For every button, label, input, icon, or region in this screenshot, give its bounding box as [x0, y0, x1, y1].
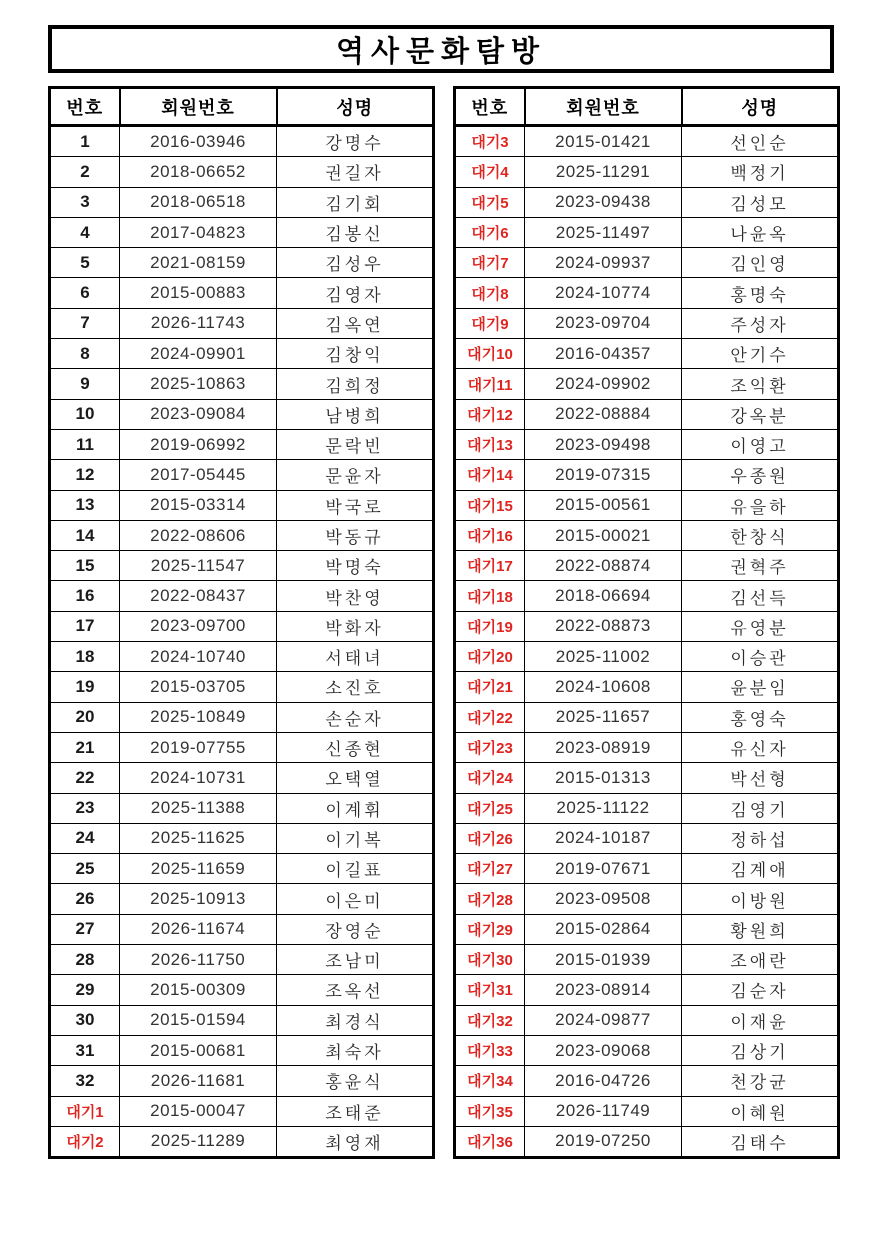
table-row: [50, 854, 434, 884]
table-row: [455, 248, 839, 278]
row-number-cell-waitlist: 대기8: [455, 278, 525, 308]
member-number-cell: 2023-09084: [120, 399, 277, 429]
roster-table-right-body: [455, 126, 839, 1158]
row-number-cell: 26: [50, 884, 120, 914]
name-cell: 황원희: [682, 914, 839, 944]
row-number-cell-waitlist: 대기18: [455, 581, 525, 611]
member-number-cell: 2015-01594: [120, 1005, 277, 1035]
tables-container: [48, 86, 834, 1159]
table-row: [455, 278, 839, 308]
row-number-cell-waitlist: 대기25: [455, 793, 525, 823]
name-cell: 김상기: [682, 1035, 839, 1065]
table-row: [455, 490, 839, 520]
row-number-cell-waitlist: 대기13: [455, 429, 525, 459]
row-number-cell-waitlist: 대기1: [50, 1096, 120, 1126]
row-number-cell-waitlist: 대기5: [455, 187, 525, 217]
name-cell: 김영자: [277, 278, 434, 308]
table-row: [455, 914, 839, 944]
member-number-cell: 2017-04823: [120, 217, 277, 247]
row-number-cell: 6: [50, 278, 120, 308]
column-header-no: 번호: [50, 88, 120, 126]
row-number-cell: 31: [50, 1035, 120, 1065]
table-row: [455, 611, 839, 641]
table-row: [50, 1005, 434, 1035]
table-row: [50, 460, 434, 490]
table-row: [50, 672, 434, 702]
name-cell: 박찬영: [277, 581, 434, 611]
member-number-cell: 2016-04357: [525, 339, 682, 369]
member-number-cell: 2024-10774: [525, 278, 682, 308]
name-cell: 최숙자: [277, 1035, 434, 1065]
name-cell: 남병희: [277, 399, 434, 429]
name-cell: 김인영: [682, 248, 839, 278]
row-number-cell-waitlist: 대기14: [455, 460, 525, 490]
table-row: [455, 399, 839, 429]
table-row: [455, 702, 839, 732]
name-cell: 한창식: [682, 520, 839, 550]
name-cell: 선인순: [682, 126, 839, 157]
member-number-cell: 2015-00021: [525, 520, 682, 550]
row-number-cell: 14: [50, 520, 120, 550]
member-number-cell: 2023-09068: [525, 1035, 682, 1065]
member-number-cell: 2015-03314: [120, 490, 277, 520]
table-row: [50, 157, 434, 187]
row-number-cell-waitlist: 대기12: [455, 399, 525, 429]
member-number-cell: 2017-05445: [120, 460, 277, 490]
table-row: [50, 732, 434, 762]
table-row: [50, 551, 434, 581]
row-number-cell-waitlist: 대기26: [455, 823, 525, 853]
table-row: [50, 278, 434, 308]
row-number-cell-waitlist: 대기6: [455, 217, 525, 247]
row-number-cell-waitlist: 대기30: [455, 945, 525, 975]
member-number-cell: 2015-00047: [120, 1096, 277, 1126]
row-number-cell-waitlist: 대기29: [455, 914, 525, 944]
row-number-cell: 22: [50, 763, 120, 793]
member-number-cell: 2026-11750: [120, 945, 277, 975]
row-number-cell-waitlist: 대기23: [455, 732, 525, 762]
name-cell: 홍명숙: [682, 278, 839, 308]
table-row: [50, 490, 434, 520]
name-cell: 김성우: [277, 248, 434, 278]
name-cell: 김성모: [682, 187, 839, 217]
name-cell: 박화자: [277, 611, 434, 641]
name-cell: 소진호: [277, 672, 434, 702]
name-cell: 최경식: [277, 1005, 434, 1035]
roster-table-right: [453, 86, 840, 1159]
name-cell: 안기수: [682, 339, 839, 369]
member-number-cell: 2026-11749: [525, 1096, 682, 1126]
name-cell: 신종현: [277, 732, 434, 762]
member-number-cell: 2023-09508: [525, 884, 682, 914]
member-number-cell: 2015-01313: [525, 763, 682, 793]
member-number-cell: 2026-11743: [120, 308, 277, 338]
name-cell: 오택열: [277, 763, 434, 793]
member-number-cell: 2024-10187: [525, 823, 682, 853]
row-number-cell: 17: [50, 611, 120, 641]
member-number-cell: 2025-11002: [525, 642, 682, 672]
name-cell: 박선형: [682, 763, 839, 793]
row-number-cell-waitlist: 대기7: [455, 248, 525, 278]
row-number-cell-waitlist: 대기21: [455, 672, 525, 702]
table-row: [455, 339, 839, 369]
row-number-cell: 32: [50, 1066, 120, 1096]
name-cell: 김태수: [682, 1126, 839, 1157]
name-cell: 박명숙: [277, 551, 434, 581]
table-row: [50, 1035, 434, 1065]
member-number-cell: 2024-10740: [120, 642, 277, 672]
name-cell: 김봉신: [277, 217, 434, 247]
table-row: [455, 308, 839, 338]
name-cell: 홍윤식: [277, 1066, 434, 1096]
name-cell: 이방원: [682, 884, 839, 914]
row-number-cell: 19: [50, 672, 120, 702]
row-number-cell: 11: [50, 429, 120, 459]
table-row: [455, 126, 839, 157]
table-row: [455, 157, 839, 187]
member-number-cell: 2025-11657: [525, 702, 682, 732]
title-box: [48, 25, 834, 73]
name-cell: 나윤옥: [682, 217, 839, 247]
member-number-cell: 2018-06694: [525, 581, 682, 611]
name-cell: 권혁주: [682, 551, 839, 581]
name-cell: 서태녀: [277, 642, 434, 672]
row-number-cell-waitlist: 대기20: [455, 642, 525, 672]
row-number-cell-waitlist: 대기9: [455, 308, 525, 338]
row-number-cell: 29: [50, 975, 120, 1005]
row-number-cell-waitlist: 대기28: [455, 884, 525, 914]
member-number-cell: 2022-08437: [120, 581, 277, 611]
roster-table-left-body: [50, 126, 434, 1158]
member-number-cell: 2021-08159: [120, 248, 277, 278]
header-row: [455, 88, 839, 126]
name-cell: 문락빈: [277, 429, 434, 459]
member-number-cell: 2024-09901: [120, 339, 277, 369]
roster-table-left: [48, 86, 435, 1159]
member-number-cell: 2024-10731: [120, 763, 277, 793]
name-cell: 김기회: [277, 187, 434, 217]
name-cell: 이재윤: [682, 1005, 839, 1035]
row-number-cell: 30: [50, 1005, 120, 1035]
member-number-cell: 2025-11291: [525, 157, 682, 187]
name-cell: 강명수: [277, 126, 434, 157]
name-cell: 유영분: [682, 611, 839, 641]
row-number-cell: 8: [50, 339, 120, 369]
row-number-cell-waitlist: 대기3: [455, 126, 525, 157]
table-row: [50, 126, 434, 157]
member-number-cell: 2015-00883: [120, 278, 277, 308]
row-number-cell: 15: [50, 551, 120, 581]
page-title: 역사문화탐방: [335, 35, 547, 68]
name-cell: 이길표: [277, 854, 434, 884]
table-row: [50, 763, 434, 793]
row-number-cell-waitlist: 대기36: [455, 1126, 525, 1157]
table-row: [50, 975, 434, 1005]
table-row: [50, 399, 434, 429]
member-number-cell: 2025-11659: [120, 854, 277, 884]
row-number-cell-waitlist: 대기24: [455, 763, 525, 793]
table-row: [455, 1096, 839, 1126]
row-number-cell-waitlist: 대기31: [455, 975, 525, 1005]
member-number-cell: 2023-09700: [120, 611, 277, 641]
row-number-cell-waitlist: 대기19: [455, 611, 525, 641]
row-number-cell-waitlist: 대기10: [455, 339, 525, 369]
name-cell: 김희정: [277, 369, 434, 399]
row-number-cell: 4: [50, 217, 120, 247]
row-number-cell: 27: [50, 914, 120, 944]
name-cell: 김선득: [682, 581, 839, 611]
name-cell: 김창익: [277, 339, 434, 369]
row-number-cell: 12: [50, 460, 120, 490]
table-row: [455, 854, 839, 884]
table-row: [50, 611, 434, 641]
table-row: [455, 823, 839, 853]
name-cell: 이혜원: [682, 1096, 839, 1126]
member-number-cell: 2019-06992: [120, 429, 277, 459]
table-row: [455, 793, 839, 823]
table-row: [455, 1066, 839, 1096]
name-cell: 조옥선: [277, 975, 434, 1005]
table-row: [50, 217, 434, 247]
table-row: [455, 369, 839, 399]
name-cell: 손순자: [277, 702, 434, 732]
row-number-cell-waitlist: 대기4: [455, 157, 525, 187]
table-row: [455, 642, 839, 672]
name-cell: 김영기: [682, 793, 839, 823]
name-cell: 조익환: [682, 369, 839, 399]
member-number-cell: 2015-03705: [120, 672, 277, 702]
name-cell: 유을하: [682, 490, 839, 520]
name-cell: 김옥연: [277, 308, 434, 338]
row-number-cell: 2: [50, 157, 120, 187]
column-header-name: 성명: [277, 88, 434, 126]
member-number-cell: 2026-11681: [120, 1066, 277, 1096]
member-number-cell: 2025-11289: [120, 1126, 277, 1157]
table-row: [455, 1126, 839, 1157]
member-number-cell: 2015-00681: [120, 1035, 277, 1065]
row-number-cell: 13: [50, 490, 120, 520]
name-cell: 박국로: [277, 490, 434, 520]
row-number-cell-waitlist: 대기34: [455, 1066, 525, 1096]
table-row: [455, 763, 839, 793]
name-cell: 김순자: [682, 975, 839, 1005]
name-cell: 윤분임: [682, 672, 839, 702]
member-number-cell: 2018-06652: [120, 157, 277, 187]
member-number-cell: 2015-00561: [525, 490, 682, 520]
row-number-cell-waitlist: 대기17: [455, 551, 525, 581]
member-number-cell: 2023-09704: [525, 308, 682, 338]
member-number-cell: 2025-11547: [120, 551, 277, 581]
name-cell: 유신자: [682, 732, 839, 762]
table-row: [455, 217, 839, 247]
name-cell: 이은미: [277, 884, 434, 914]
row-number-cell: 24: [50, 823, 120, 853]
name-cell: 박동규: [277, 520, 434, 550]
column-header-no: 번호: [455, 88, 525, 126]
member-number-cell: 2025-11388: [120, 793, 277, 823]
table-row: [455, 945, 839, 975]
table-row: [50, 429, 434, 459]
member-number-cell: 2015-01939: [525, 945, 682, 975]
table-row: [50, 248, 434, 278]
member-number-cell: 2022-08606: [120, 520, 277, 550]
column-header-member-no: 회원번호: [120, 88, 277, 126]
name-cell: 이기복: [277, 823, 434, 853]
member-number-cell: 2018-06518: [120, 187, 277, 217]
name-cell: 이승관: [682, 642, 839, 672]
row-number-cell-waitlist: 대기27: [455, 854, 525, 884]
member-number-cell: 2015-02864: [525, 914, 682, 944]
table-row: [455, 581, 839, 611]
member-number-cell: 2024-09902: [525, 369, 682, 399]
row-number-cell-waitlist: 대기22: [455, 702, 525, 732]
table-row: [50, 914, 434, 944]
row-number-cell: 9: [50, 369, 120, 399]
name-cell: 조태준: [277, 1096, 434, 1126]
member-number-cell: 2025-10913: [120, 884, 277, 914]
member-number-cell: 2024-09877: [525, 1005, 682, 1035]
member-number-cell: 2023-08919: [525, 732, 682, 762]
table-row: [50, 1126, 434, 1157]
member-number-cell: 2019-07755: [120, 732, 277, 762]
row-number-cell-waitlist: 대기33: [455, 1035, 525, 1065]
table-row: [50, 884, 434, 914]
table-row: [50, 945, 434, 975]
document-page: [48, 25, 834, 1159]
row-number-cell: 20: [50, 702, 120, 732]
row-number-cell-waitlist: 대기2: [50, 1126, 120, 1157]
name-cell: 장영순: [277, 914, 434, 944]
name-cell: 홍영숙: [682, 702, 839, 732]
member-number-cell: 2022-08873: [525, 611, 682, 641]
name-cell: 문윤자: [277, 460, 434, 490]
member-number-cell: 2022-08884: [525, 399, 682, 429]
row-number-cell-waitlist: 대기35: [455, 1096, 525, 1126]
member-number-cell: 2023-09438: [525, 187, 682, 217]
table-row: [50, 642, 434, 672]
member-number-cell: 2025-11122: [525, 793, 682, 823]
member-number-cell: 2016-03946: [120, 126, 277, 157]
row-number-cell: 7: [50, 308, 120, 338]
row-number-cell: 21: [50, 732, 120, 762]
member-number-cell: 2024-10608: [525, 672, 682, 702]
table-row: [50, 520, 434, 550]
name-cell: 이영고: [682, 429, 839, 459]
row-number-cell: 1: [50, 126, 120, 157]
name-cell: 조남미: [277, 945, 434, 975]
name-cell: 조애란: [682, 945, 839, 975]
header-row: [50, 88, 434, 126]
row-number-cell: 18: [50, 642, 120, 672]
member-number-cell: 2024-09937: [525, 248, 682, 278]
table-row: [455, 732, 839, 762]
table-row: [455, 975, 839, 1005]
row-number-cell: 5: [50, 248, 120, 278]
name-cell: 천강균: [682, 1066, 839, 1096]
member-number-cell: 2026-11674: [120, 914, 277, 944]
table-row: [455, 551, 839, 581]
member-number-cell: 2016-04726: [525, 1066, 682, 1096]
name-cell: 우종원: [682, 460, 839, 490]
column-header-member-no: 회원번호: [525, 88, 682, 126]
row-number-cell-waitlist: 대기15: [455, 490, 525, 520]
member-number-cell: 2025-11497: [525, 217, 682, 247]
table-row: [50, 581, 434, 611]
member-number-cell: 2022-08874: [525, 551, 682, 581]
table-row: [455, 884, 839, 914]
table-row: [50, 308, 434, 338]
member-number-cell: 2019-07315: [525, 460, 682, 490]
name-cell: 김계애: [682, 854, 839, 884]
table-row: [455, 187, 839, 217]
column-header-name: 성명: [682, 88, 839, 126]
member-number-cell: 2019-07671: [525, 854, 682, 884]
table-row: [455, 1005, 839, 1035]
member-number-cell: 2025-10863: [120, 369, 277, 399]
table-row: [455, 429, 839, 459]
row-number-cell-waitlist: 대기32: [455, 1005, 525, 1035]
table-row: [455, 460, 839, 490]
row-number-cell: 25: [50, 854, 120, 884]
table-row: [50, 1096, 434, 1126]
member-number-cell: 2023-09498: [525, 429, 682, 459]
row-number-cell: 23: [50, 793, 120, 823]
name-cell: 강옥분: [682, 399, 839, 429]
name-cell: 최영재: [277, 1126, 434, 1157]
name-cell: 백정기: [682, 157, 839, 187]
table-row: [50, 823, 434, 853]
member-number-cell: 2025-10849: [120, 702, 277, 732]
member-number-cell: 2015-01421: [525, 126, 682, 157]
row-number-cell: 3: [50, 187, 120, 217]
name-cell: 이계휘: [277, 793, 434, 823]
row-number-cell-waitlist: 대기16: [455, 520, 525, 550]
table-row: [50, 187, 434, 217]
name-cell: 주성자: [682, 308, 839, 338]
member-number-cell: 2023-08914: [525, 975, 682, 1005]
table-row: [455, 520, 839, 550]
name-cell: 권길자: [277, 157, 434, 187]
name-cell: 정하섭: [682, 823, 839, 853]
row-number-cell: 10: [50, 399, 120, 429]
row-number-cell: 28: [50, 945, 120, 975]
table-row: [50, 339, 434, 369]
table-row: [50, 702, 434, 732]
member-number-cell: 2015-00309: [120, 975, 277, 1005]
row-number-cell-waitlist: 대기11: [455, 369, 525, 399]
member-number-cell: 2019-07250: [525, 1126, 682, 1157]
table-row: [455, 672, 839, 702]
table-row: [50, 1066, 434, 1096]
table-row: [455, 1035, 839, 1065]
table-row: [50, 793, 434, 823]
table-row: [50, 369, 434, 399]
member-number-cell: 2025-11625: [120, 823, 277, 853]
row-number-cell: 16: [50, 581, 120, 611]
